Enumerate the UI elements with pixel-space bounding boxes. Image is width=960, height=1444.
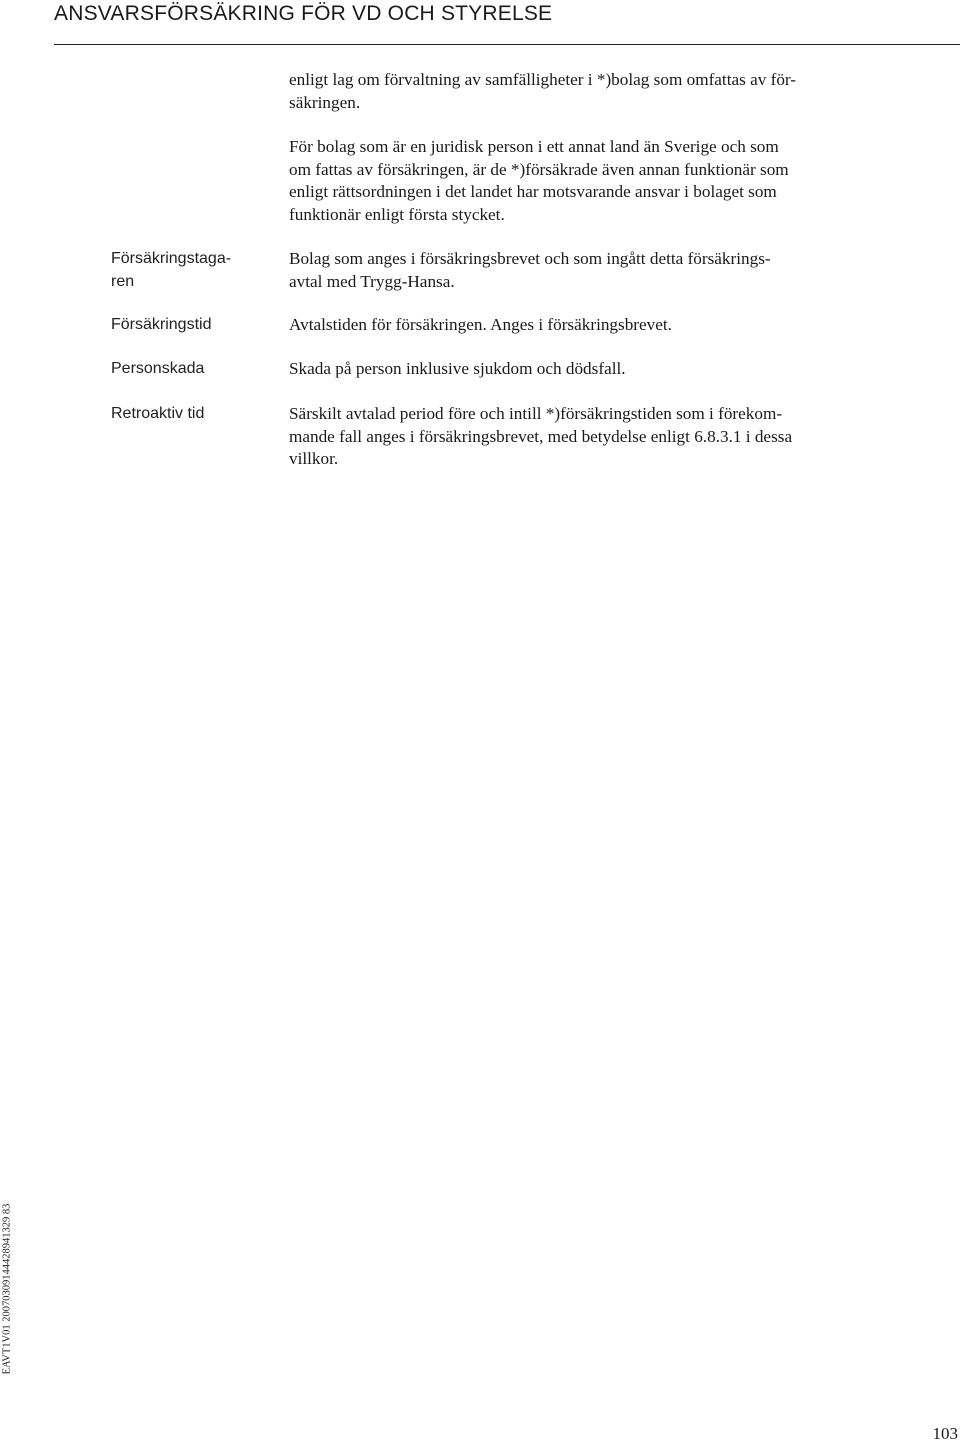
definition-line: villkor.: [289, 449, 339, 468]
definition-line: mande fall anges i försäkringsbrevet, med betydelse enligt 6.8.3.1 i dessa: [289, 426, 793, 446]
definition-line: Avtalstiden för försäkringen. Anges i försäkringsbrevet.: [289, 315, 672, 334]
definition-forsakringstid: [289, 314, 849, 337]
document-code-text: EAVT1V01 20070309144428941329 83: [1, 1203, 13, 1375]
paragraph-line: om fattas av försäkringen, är de *)försäkrade även annan funktionär som: [289, 159, 789, 179]
definition-line: Bolag som anges i försäkringsbrevet och som ingått detta försäkrings-: [289, 249, 771, 268]
definition-retroaktiv-tid: [289, 403, 849, 471]
page-header-title: ANSVARSFÖRSÄKRING FÖR VD OCH STYRELSE: [54, 2, 553, 25]
definition-personskada: [289, 358, 849, 381]
paragraph-line: enligt lag om förvaltning av samfälligheter i *)bolag som omfattas av för-: [289, 70, 797, 89]
definition-line: Särskilt avtalad period före och intill *)försäkringstiden som i förekom-: [289, 404, 783, 423]
paragraph-line: funktionär enligt första stycket.: [289, 204, 505, 224]
paragraph-continued: [289, 69, 849, 114]
header-divider: [54, 44, 960, 45]
term-retroaktiv-tid: [111, 403, 261, 426]
document-code: [0, 1196, 14, 1382]
paragraph-line: enligt rättsordningen i det landet har motsvarande ansvar i bolaget som: [289, 182, 777, 201]
term-forsakringstid: [111, 314, 261, 337]
definition-line: avtal med Trygg-Hansa.: [289, 271, 455, 291]
paragraph-line: säkringen.: [289, 92, 361, 112]
term-line: Försäkringstid: [111, 316, 212, 333]
paragraph-foreign-company: [289, 136, 849, 226]
term-personskada: [111, 358, 261, 381]
term-line: Försäkringstaga-: [111, 250, 232, 267]
paragraph-line: För bolag som är en juridisk person i ett annat land än Sverige och som: [289, 137, 779, 156]
term-line: Retroaktiv tid: [111, 405, 205, 422]
page-number: 103: [932, 1424, 958, 1443]
definition-line: Skada på person inklusive sjukdom och dödsfall.: [289, 359, 626, 378]
term-line: Personskada: [111, 360, 205, 377]
definition-forsakringstagaren: [289, 248, 849, 293]
term-forsakringstagaren: [111, 248, 261, 293]
term-line: ren: [111, 272, 135, 290]
